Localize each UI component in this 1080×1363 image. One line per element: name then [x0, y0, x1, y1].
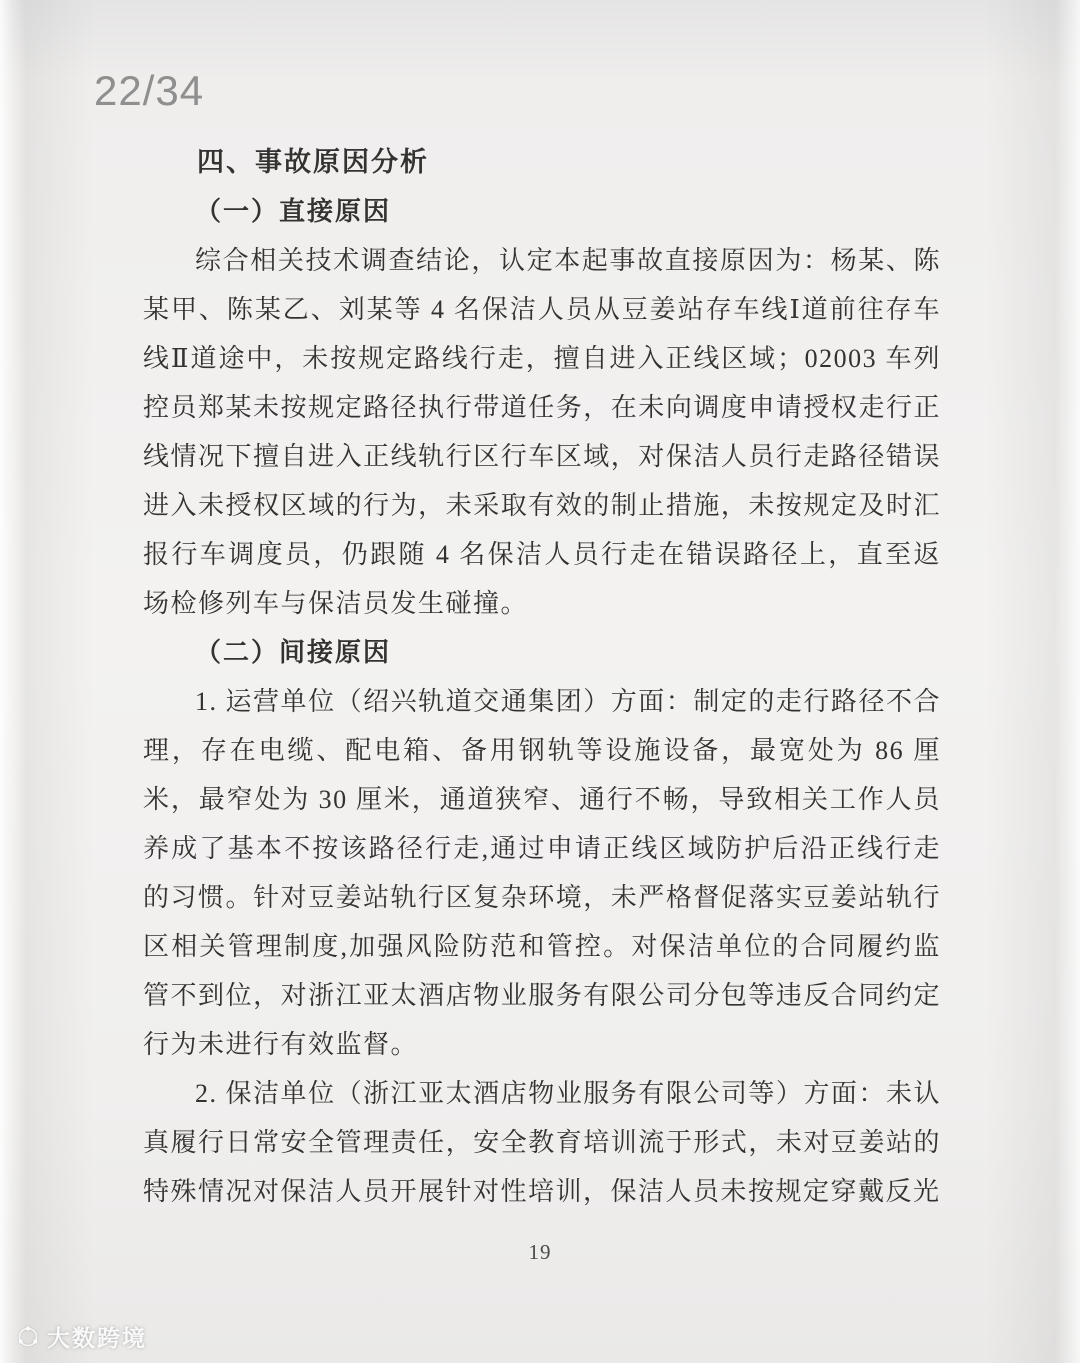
page-indicator: 22/34: [94, 67, 205, 114]
subheading-direct-cause: （一）直接原因: [195, 197, 392, 226]
network-globe-icon: [16, 1325, 40, 1349]
paragraph-direct-cause: 综合相关技术调查结论，认定本起事故直接原因为：杨某、陈某甲、陈某乙、刘某等 4 名保洁人员从豆姜站存车线Ⅰ道前往存车线Ⅱ道途中，未按规定路线行走，擅自进入正线区域；02003 车列控员郑某未按规定路径执行带道任务，在未向调度申请授权走行正线情况下擅自进入正线轨行区行车区域，对保洁人员行走路径错误进入未授权区域的行为，未采取有效的制止措施，未按规定及时汇报行车调度员，仍跟随 4 名保洁人员行走在错误路径上，直至返场检修列车与保洁员发生碰撞。: [143, 246, 941, 618]
page-number: 19: [528, 1240, 552, 1264]
paragraph-operating-unit: 1. 运营单位（绍兴轨道交通集团）方面：制定的走行路径不合理，存在电缆、配电箱、备用钢轨等设施设备，最宽处为 86 厘米，最窄处为 30 厘米，通道狭窄、通行不畅，导致相关工作人员养成了基本不按该路径行走,通过申请正线区域防护后沿正线行走的习惯。针对豆姜站轨行区复杂环境，未严格督促落实豆姜站轨行区相关管理制度,加强风险防范和管控。对保洁单位的合同履约监管不到位，对浙江亚太酒店物业服务有限公司分包等违反合同约定行为未进行有效监督。: [143, 687, 941, 1059]
subheading-indirect-cause: （二）间接原因: [195, 638, 392, 667]
watermark-label: 大数跨境: [47, 1325, 147, 1351]
document-page: [143, 138, 941, 1216]
paragraph-cleaning-unit: 2. 保洁单位（浙江亚太酒店物业服务有限公司等）方面：未认真履行日常安全管理责任，安全教育培训流于形式，未对豆姜站的特殊情况对保洁人员开展针对性培训，保洁人员未按规定穿戴反光: [143, 1079, 941, 1206]
section-heading: 四、事故原因分析: [197, 147, 429, 177]
watermark: [16, 1320, 147, 1353]
